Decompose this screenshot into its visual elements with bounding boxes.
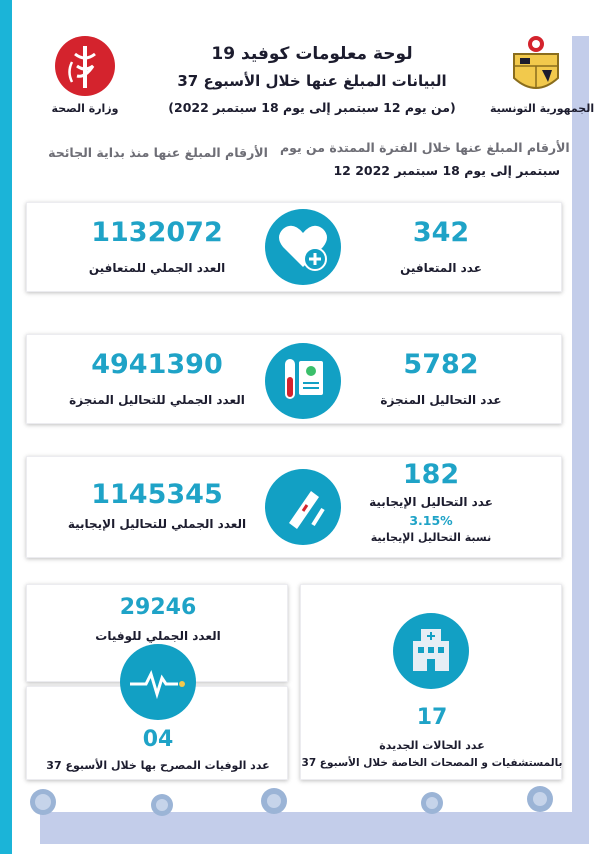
hospital-label-line1: عدد الحالات الجديدة — [379, 739, 485, 752]
tests-card — [26, 334, 562, 424]
heartbeat-icon — [120, 644, 196, 720]
total-recovered-value: 1132072 — [91, 217, 223, 248]
date-range: (من يوم 12 سبتمبر إلى يوم 18 سبتمبر 2022) — [168, 100, 456, 115]
total-deaths-label: العدد الجملي للوفيات — [95, 629, 221, 643]
weekly-recovered-label: عدد المتعافين — [400, 261, 482, 275]
test-tube-report-icon — [265, 343, 341, 419]
weekly-positive-label: عدد التحاليل الإيجابية — [369, 495, 493, 509]
weekly-tests-value: 5782 — [403, 349, 479, 380]
coronavirus-icon — [252, 784, 296, 818]
total-deaths-value: 29246 — [119, 595, 197, 620]
weekly-tests-label: عدد التحاليل المنجزة — [380, 393, 502, 407]
coronavirus-icon — [517, 782, 563, 816]
coronavirus-icon — [412, 788, 452, 818]
hospital-label-line2: بالمستشفيات و المصحات الخاصة خلال الأسبوع 37 — [301, 757, 563, 769]
cumulative-heading: الأرقام المبلغ عنها منذ بداية الجائحة — [48, 145, 268, 160]
weekly-heading-line1: الأرقام المبلغ عنها خلال الفترة الممتدة من يوم — [280, 140, 570, 155]
heart-plus-icon — [265, 209, 341, 285]
hospital-card — [300, 584, 562, 780]
weekly-deaths-label: عدد الوفيات المصرح بها خلال الأسبوع 37 — [46, 759, 270, 772]
total-recovered-label: العدد الجملي للمتعافين — [88, 261, 226, 275]
positive-card — [26, 456, 562, 558]
tunisia-coat-of-arms — [490, 32, 595, 124]
hospital-new-cases-value: 17 — [416, 705, 448, 730]
ministry-label: وزارة الصحة — [51, 102, 119, 115]
weekly-recovered-value: 342 — [412, 217, 470, 248]
weekly-deaths-value: 04 — [142, 727, 174, 752]
total-positive-value: 1145345 — [91, 479, 223, 510]
total-positive-label: العدد الجملي للتحاليل الإيجابية — [67, 517, 247, 531]
page-title: لوحة معلومات كوفيد 19 — [211, 44, 413, 64]
weekly-positive-value: 182 — [402, 459, 460, 490]
positive-rate-label: نسبة التحاليل الإيجابية — [370, 531, 492, 544]
total-tests-value: 4941390 — [91, 349, 223, 380]
frame-left-border — [0, 0, 12, 854]
coronavirus-icon — [18, 782, 68, 822]
hospital-icon — [393, 613, 469, 689]
ministry-of-health-logo — [42, 32, 128, 122]
positive-rate-value: 3.15% — [409, 513, 453, 528]
rapid-test-icon — [265, 469, 341, 545]
page-subtitle: البيانات المبلغ عنها خلال الأسبوع 37 — [177, 72, 447, 90]
weekly-heading-line2: 12 سبتمبر إلى يوم 18 سبتمبر 2022 — [333, 163, 560, 178]
coronavirus-icon — [142, 790, 182, 820]
dashboard-sheet — [12, 12, 595, 812]
total-tests-label: العدد الجملي للتحاليل المنجزة — [69, 393, 245, 407]
republic-label: الجمهورية التونسية — [490, 102, 595, 115]
recovered-card — [26, 202, 562, 292]
frame-bottom-shadow — [40, 810, 589, 844]
